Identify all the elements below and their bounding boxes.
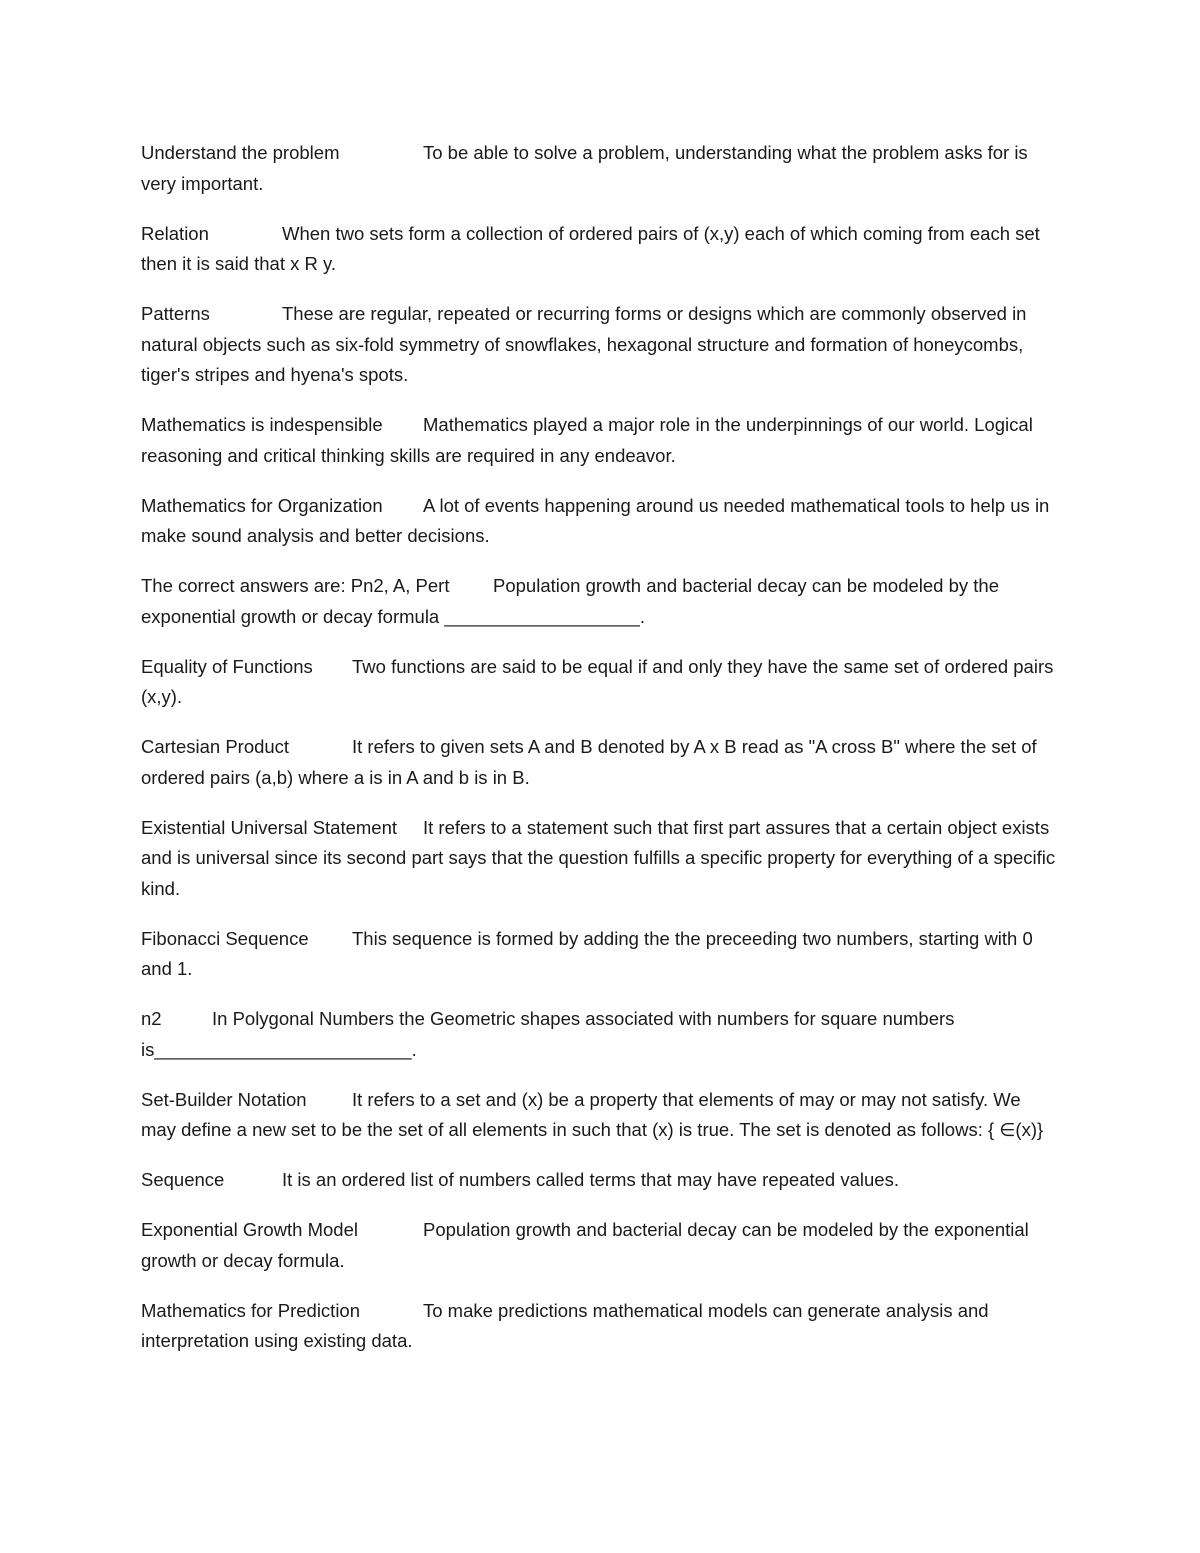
entry-relation	[141, 219, 1059, 280]
entry-equality-of-functions	[141, 652, 1059, 713]
entry-term: Cartesian Product	[141, 736, 290, 757]
entry-definition: Population growth and bacterial decay can be modeled by the exponential growth or decay formula.	[141, 1219, 1029, 1271]
entry-existential-universal-statement	[141, 813, 1059, 905]
entry-mathematics-for-prediction	[141, 1296, 1059, 1357]
entry-term: The correct answers are: Pn2, A, Pert	[141, 575, 450, 596]
entry-definition: When two sets form a collection of ordered pairs of (x,y) each of which coming from each set then it is said that x R y.	[141, 222, 1040, 274]
entry-definition: It refers to a statement such that first part assures that a certain object exists and is universal since its second part says that the question fulfills a specific property for everything of a specific kind.	[141, 816, 1056, 899]
entry-term: n2	[141, 1008, 162, 1029]
entry-term: Equality of Functions	[141, 655, 313, 677]
entry-patterns	[141, 299, 1059, 391]
entry-term: Sequence	[141, 1169, 225, 1190]
entry-term: Existential Universal Statement	[141, 816, 398, 838]
entry-definition: It refers to given sets A and B denoted by A x B read as "A cross B" where the set of ordered pairs (a,b) where a is in A and b is in B.	[141, 736, 1037, 788]
entry-term: Understand the problem	[141, 142, 340, 163]
entry-cartesian-product	[141, 732, 1059, 793]
entry-definition: It refers to a set and (x) be a property that elements of may or may not satisfy. We may define a new set to be the set of all elements in such that (x) is true. The set is denoted as follows: { ∈(x)}	[141, 1088, 1044, 1140]
entry-term: Patterns	[141, 303, 210, 324]
entry-term: Relation	[141, 222, 209, 244]
entry-term: Mathematics for Organization	[141, 494, 383, 516]
entry-term: Fibonacci Sequence	[141, 927, 309, 949]
entry-definition: Population growth and bacterial decay can be modeled by the exponential growth or decay formula ___________________.	[141, 575, 1000, 627]
entry-set-builder-notation	[141, 1085, 1059, 1146]
entry-term: Exponential Growth Model	[141, 1219, 358, 1240]
entry-exponential-growth-model	[141, 1215, 1059, 1276]
entry-mathematics-is-indespensible	[141, 410, 1059, 471]
entry-definition: To be able to solve a problem, understanding what the problem asks for is very important.	[141, 142, 1028, 194]
entry-term: Set-Builder Notation	[141, 1088, 307, 1110]
entry-term: Mathematics is indespensible	[141, 414, 383, 435]
entry-definition: This sequence is formed by adding the the preceeding two numbers, starting with 0 and 1.	[141, 927, 1033, 979]
entry-definition: A lot of events happening around us needed mathematical tools to help us in make sound analysis and better decisions.	[141, 494, 1050, 546]
entry-definition: To make predictions mathematical models can generate analysis and interpretation using existing data.	[141, 1299, 989, 1351]
entry-mathematics-for-organization	[141, 491, 1059, 552]
entry-n2	[141, 1004, 1059, 1065]
entry-definition: Two functions are said to be equal if and only they have the same set of ordered pairs (x,y).	[141, 655, 1054, 707]
entry-definition: It is an ordered list of numbers called terms that may have repeated values.	[282, 1169, 899, 1190]
entry-definition: Mathematics played a major role in the underpinnings of our world. Logical reasoning and critical thinking skills are required in any endeavor.	[141, 414, 1033, 466]
entry-correct-answers	[141, 571, 1059, 632]
entry-definition: These are regular, repeated or recurring forms or designs which are commonly observed in natural objects such as six-fold symmetry of snowflakes, hexagonal structure and formation of honeycombs, tiger's stripes and hyena's spots.	[141, 303, 1027, 385]
entry-sequence	[141, 1165, 1059, 1196]
entry-understand-the-problem	[141, 138, 1059, 199]
entry-definition: In Polygonal Numbers the Geometric shapes associated with numbers for square numbers is_________________________.	[141, 1008, 955, 1060]
entry-fibonacci-sequence	[141, 924, 1059, 985]
document-page	[141, 138, 1059, 1376]
entry-term: Mathematics for Prediction	[141, 1299, 361, 1321]
